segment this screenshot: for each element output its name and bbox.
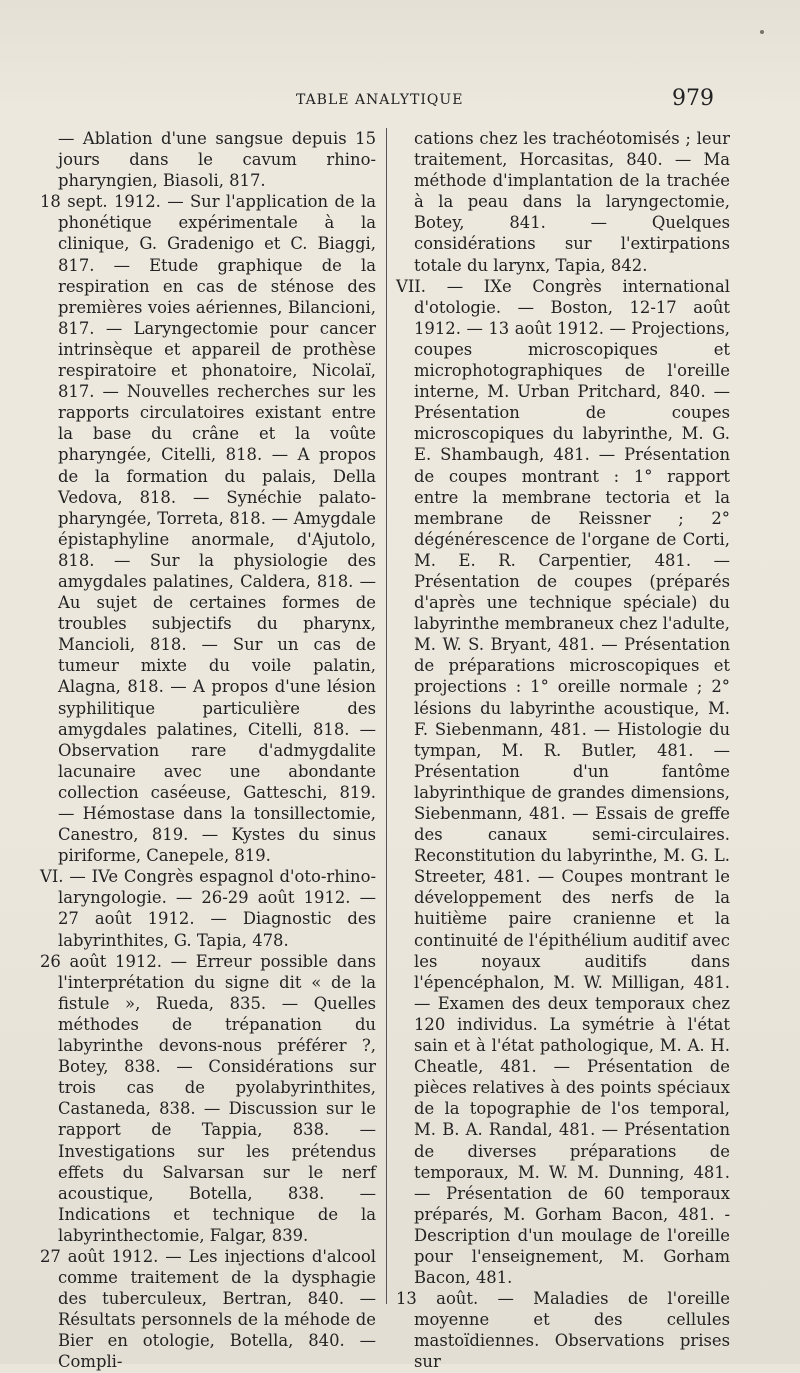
paragraph: 27 août 1912. — Les injections d'alcool comme traitement de la dysphagie des tuberculeux, Bertran, 840. — Résultats personnels de la méhode de Bier en otologie, Botella, 840. — Compli- (40, 1246, 376, 1372)
paragraph: — Ablation d'une sangsue depuis 15 jours dans le cavum rhino-pharyngien, Biasoli, 817. (58, 129, 376, 191)
paragraph: 13 août. — Maladies de l'oreille moyenne et des cellules mastoïdiennes. Observations prises sur (396, 1289, 730, 1372)
paragraph: VII. — IXe Congrès international d'otologie. — Boston, 12-17 août 1912. — 13 août 1912. — Projections, coupes microscopiques et microphotographiques de l'oreille interne, M. Urban Pritchard, 840. — Présentation de coupes microscopiques du labyrinthe, M. G. E. Shambaugh, 481. — Présentation de coupes montrant : 1° rapport entre la membrane tectoria et la membrane de Reissner ; 2° dégénérescence de l'organe de Corti, M. E. R. Carpentier, 481. — Présentation de coupes (préparés d'après une technique spéciale) du labyrinthe membraneux chez l'adulte, M. W. S. Bryant, 481. — Présentation de préparations microscopiques et projections : 1° oreille normale ; 2° lésions du labyrinthe acoustique, M. F. Siebenmann, 481. — Histologie du tympan, M. R. Butler, 481. — Présentation d'un fantôme labyrinthique de grandes dimensions, Siebenmann, 481. — Essais de greffe des canaux semi-circulaires. Reconstitution du labyrinthe, M. G. L. Streeter, 481. — Coupes montrant le développement des nerfs de la huitième paire cranienne et la continuité de l'épithélium auditif avec les noyaux auditifs dans l'épencéphalon, M. W. Milligan, 481. — Examen des deux temporaux chez 120 individus. La symétrie à l'état sain et à l'état pathologique, M. A. H. Cheatle, 481. — Présentation de pièces relatives à des points spéciaux de la topographie de l'os temporal, M. B. A. Randal, 481. — Présentation de diverses préparations de temporaux, M. W. M. Dunning, 481. — Présentation de 60 temporaux préparés, M. Gorham Bacon, 481. - Description d'un moulage de l'oreille pour l'enseignement, M. Gorham Bacon, 481. (396, 276, 730, 1288)
running-title: TABLE ANALYTIQUE (296, 92, 464, 108)
page-header (0, 86, 800, 116)
paragraph: 26 août 1912. — Erreur possible dans l'interprétation du signe dit « de la fistule », Rueda, 835. — Quelles méthodes de trépanation du labyrinthe devons-nous préférer ?, Botey, 838. — Considérations sur trois cas de pyolabyrinthites, Castaneda, 838. — Discussion sur le rapport de Tappia, 838. — Investigations sur les prétendus effets du Salvarsan sur le nerf acoustique, Botella, 838. — Indications et technique de la labyrinthectomie, Falgar, 839. (40, 951, 376, 1245)
column-divider (386, 128, 387, 1304)
page-number: 979 (672, 86, 714, 111)
right-column (396, 128, 730, 1373)
ink-spot (760, 30, 764, 34)
left-column (40, 128, 376, 1373)
paragraph: VI. — IVe Congrès espagnol d'oto-rhino-laryngologie. — 26-29 août 1912. — 27 août 1912. — Diagnostic des labyrinthites, G. Tapia, 478. (40, 867, 376, 950)
paragraph: 18 sept. 1912. — Sur l'application de la phonétique expérimentale à la clinique, G. Gradenigo et C. Biaggi, 817. — Etude graphique de la respiration en cas de sténose des premières voies aériennes, Bilancioni, 817. — Laryngectomie pour cancer intrinsèque et appareil de prothèse respiratoire et phonatoire, Nicolaï, 817. — Nouvelles recherches sur les rapports circulatoires existant entre la base du crâne et la voûte pharyngée, Citelli, 818. — A propos de la formation du palais, Della Vedova, 818. — Synéchie palato-pharyngée, Torreta, 818. — Amygdale épistaphyline anormale, d'Ajutolo, 818. — Sur la physiologie des amygdales palatines, Caldera, 818. — Au sujet de certaines formes de troubles subjectifs du pharynx, Mancioli, 818. — Sur un cas de tumeur mixte du voile palatin, Alagna, 818. — A propos d'une lésion syphilitique particulière des amygdales palatines, Citelli, 818. — Observation rare d'admygdalite lacunaire avec une abondante collection caséeuse, Gatteschi, 819. — Hémostase dans la tonsillectomie, Canestro, 819. — Kystes du sinus piriforme, Canepele, 819. (40, 192, 376, 866)
paragraph: cations chez les trachéotomisés ; leur traitement, Horcasitas, 840. — Ma méthode d'implantation de la trachée à la peau dans la laryngectomie, Botey, 841. — Quelques considérations sur l'extirpations totale du larynx, Tapia, 842. (414, 129, 730, 275)
